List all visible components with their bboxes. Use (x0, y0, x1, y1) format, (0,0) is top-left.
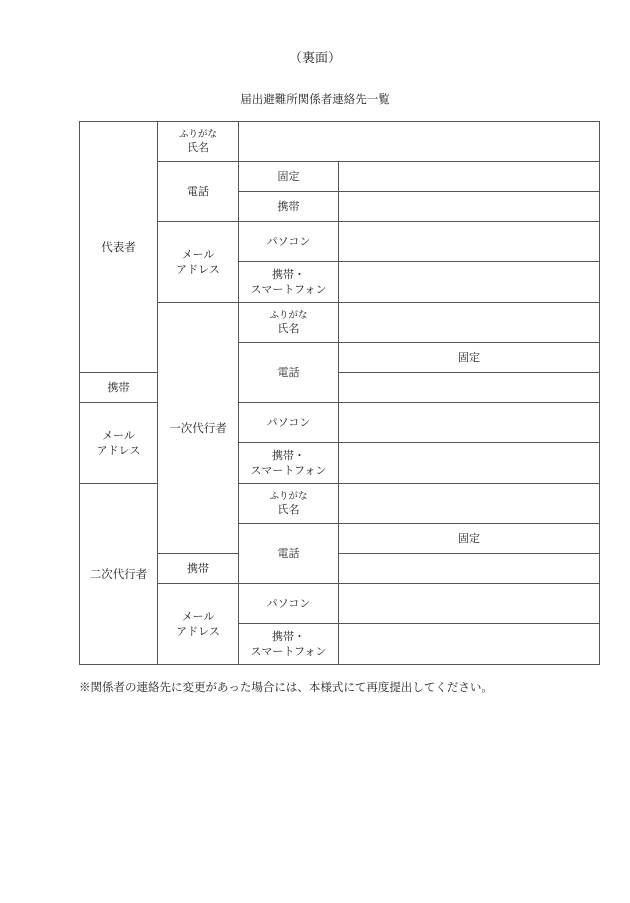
smartphone-label-line2: スマートフォン (250, 464, 327, 477)
mail-address-label (80, 403, 158, 484)
role-label: 二次代行者 (80, 484, 158, 665)
mobile-field[interactable] (339, 554, 600, 584)
smartphone-label-line1: 携帯・ (272, 630, 305, 643)
mail-label-line1: メール (181, 248, 215, 261)
smartphone-label (239, 624, 339, 665)
smartphone-mail-field[interactable] (339, 624, 600, 665)
document-title: 届出避難所関係者連絡先一覧 (240, 92, 390, 106)
smartphone-label (239, 443, 339, 484)
footnote: ※関係者の連絡先に変更があった場合には、本様式にて再度提出してください。 (79, 680, 493, 694)
table-row (80, 122, 600, 162)
table-row (80, 162, 600, 192)
mobile-label: 携帯 (158, 554, 239, 584)
role-label: 一次代行者 (158, 303, 239, 554)
mail-label-line1: メール (102, 429, 135, 442)
pc-mail-field[interactable] (339, 222, 600, 262)
table-row (80, 303, 600, 343)
smartphone-mail-field[interactable] (339, 443, 600, 484)
smartphone-label (239, 262, 339, 303)
table-row (80, 222, 600, 262)
landline-label: 固定 (339, 524, 600, 554)
pc-label: パソコン (239, 222, 339, 262)
smartphone-label-line2: スマートフォン (250, 283, 327, 296)
name-label-cell (239, 303, 339, 343)
furigana-label: ふりがな (269, 310, 308, 321)
contact-table (79, 121, 600, 665)
mail-label-line2: アドレス (96, 444, 141, 457)
page-heading: （裏面） (288, 51, 341, 66)
smartphone-mail-field[interactable] (339, 262, 600, 303)
furigana-label: ふりがな (269, 491, 308, 502)
name-field[interactable] (239, 122, 600, 162)
mail-address-label (158, 222, 239, 303)
name-label: 氏名 (187, 141, 209, 154)
furigana-label: ふりがな (178, 129, 217, 140)
mobile-field[interactable] (339, 192, 600, 222)
mobile-label: 携帯 (239, 192, 339, 222)
name-field[interactable] (339, 303, 600, 343)
name-label-cell (158, 122, 239, 162)
name-label: 氏名 (277, 503, 300, 516)
role-label: 代表者 (80, 122, 158, 373)
mail-label-line1: メール (181, 610, 215, 623)
mobile-field[interactable] (339, 373, 600, 403)
landline-field[interactable] (339, 162, 600, 192)
smartphone-label-line2: スマートフォン (250, 645, 327, 658)
landline-label: 固定 (339, 343, 600, 373)
mobile-label: 携帯 (80, 373, 158, 403)
table-row (80, 584, 600, 624)
pc-label: パソコン (239, 584, 339, 624)
landline-label: 固定 (239, 162, 339, 192)
phone-label: 電話 (158, 162, 239, 222)
phone-label: 電話 (239, 343, 339, 403)
mail-label-line2: アドレス (176, 263, 220, 276)
pc-mail-field[interactable] (339, 584, 600, 624)
mail-label-line2: アドレス (176, 625, 220, 638)
name-field[interactable] (339, 484, 600, 524)
pc-mail-field[interactable] (339, 403, 600, 443)
name-label-cell (239, 484, 339, 524)
phone-label: 電話 (239, 524, 339, 584)
mail-address-label (158, 584, 239, 665)
name-label: 氏名 (277, 322, 300, 335)
smartphone-label-line1: 携帯・ (272, 268, 305, 281)
smartphone-label-line1: 携帯・ (272, 449, 305, 462)
pc-label: パソコン (239, 403, 339, 443)
table-row (80, 554, 600, 584)
